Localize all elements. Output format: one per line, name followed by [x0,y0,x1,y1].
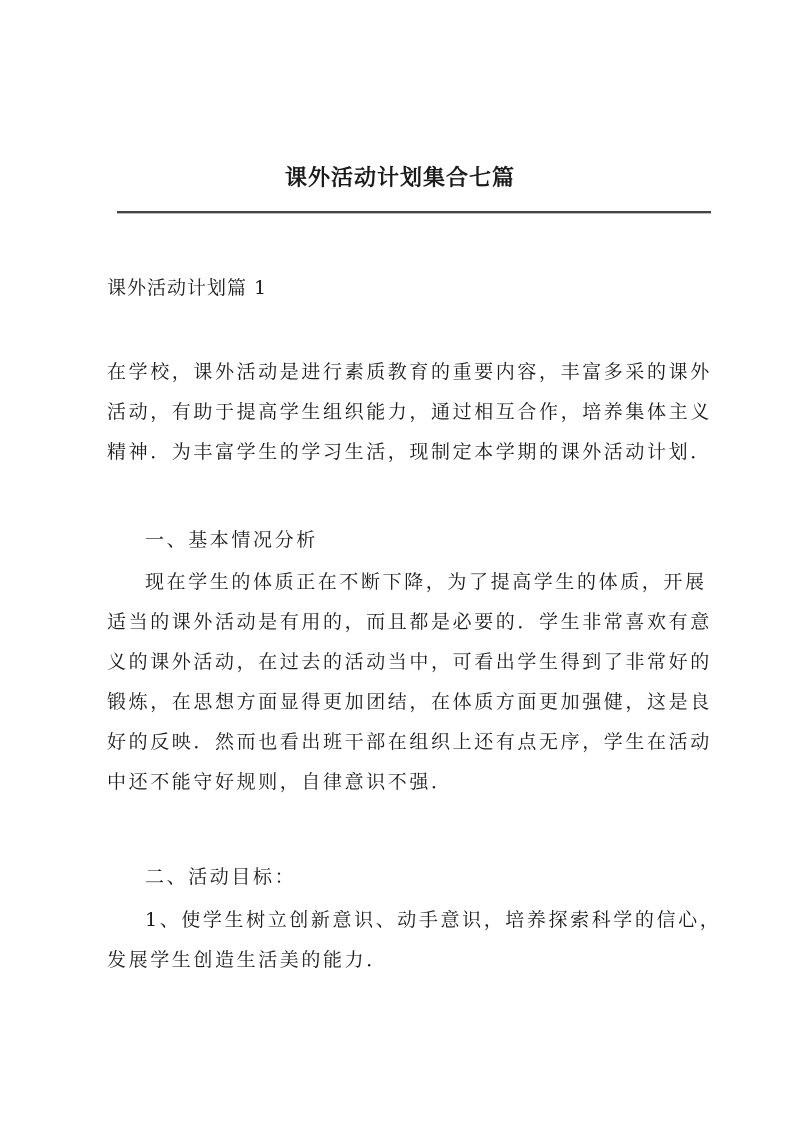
intro-line: 在学校，课外活动是进行素质教育的重要内容，丰富多采的课外 [107,361,712,383]
analysis-paragraph [107,562,711,802]
subheading-basic-analysis [107,520,711,560]
analysis-line: 现在学生的体质正在不断下降，为了提高学生的体质，开展 [145,571,707,593]
analysis-line: 义的课外活动，在过去的活动当中，可看出学生得到了非常好的 [107,651,712,673]
analysis-line: 锻炼，在思想方面显得更加团结，在体质方面更加强健，这是良 [107,691,712,713]
subheading-text: 二、活动目标： [145,866,297,888]
goal-line: 1、使学生树立创新意识、动手意识，培养探索科学的信心， [145,909,722,931]
goal-1-paragraph [107,900,722,980]
analysis-line: 适当的课外活动是有用的，而且都是必要的．学生非常喜欢有意 [107,611,712,633]
subheading-text: 一、基本情况分析 [145,529,318,551]
goal-line: 发展学生创造生活美的能力． [107,949,388,971]
section-heading: 课外活动计划篇 1 [107,277,268,299]
analysis-line: 好的反映．然而也看出班干部在组织上还有点无序，学生在活动 [107,731,712,753]
intro-paragraph [107,352,711,472]
intro-line: 活动，有助于提高学生组织能力，通过相互合作，培养集体主义 [107,401,712,423]
intro-line: 精神．为丰富学生的学习生活，现制定本学期的课外活动计划． [107,441,712,463]
title-divider [117,211,711,213]
analysis-line: 中还不能守好规则，自律意识不强． [107,771,453,793]
document-title: 课外活动计划集合七篇 [284,165,515,191]
subheading-activity-goals [107,857,711,897]
